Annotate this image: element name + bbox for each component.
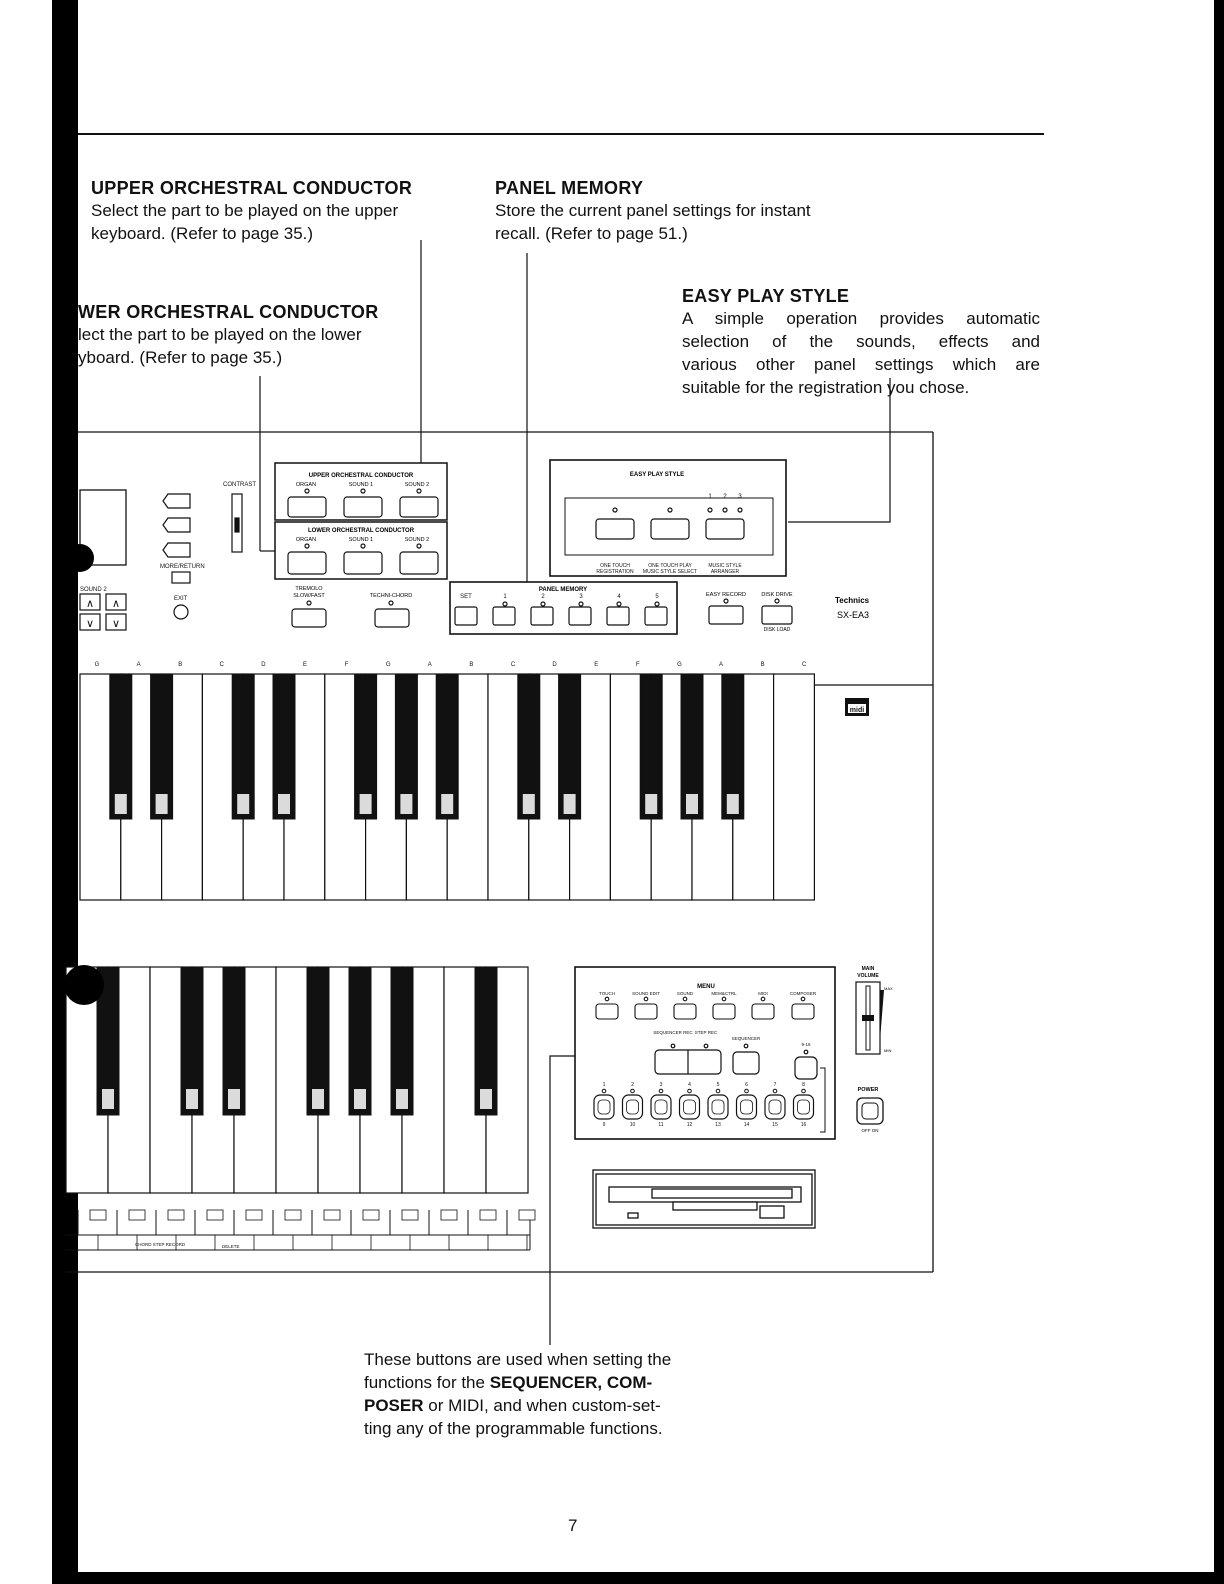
panel-memory-line1: Store the current panel settings for instant (495, 201, 811, 220)
lower-conductor-title: WER ORCHESTRAL CONDUCTOR (78, 302, 379, 322)
panel-memory-btn-label: 4 (617, 594, 621, 600)
led (773, 1089, 777, 1093)
display-buttons (80, 494, 242, 630)
easy-play-label: ONE TOUCH PLAY (648, 563, 692, 569)
upper-conductor-title: UPPER ORCHESTRAL CONDUCTOR (91, 178, 413, 198)
strip-key-box (285, 1210, 301, 1220)
note-name: D (552, 662, 557, 668)
note-name: C (802, 662, 807, 668)
volume-power (856, 966, 893, 1133)
tremolo-label: SLOW/FAST (293, 593, 325, 599)
strip-key-box (363, 1210, 379, 1220)
strip-key-box (480, 1210, 496, 1220)
min-label: MIN (884, 1048, 892, 1053)
panel-memory-btn-label: 2 (541, 594, 545, 600)
power-label: POWER (857, 1087, 879, 1093)
menu-item-label: COMPOSER (789, 991, 817, 996)
led (602, 1089, 606, 1093)
easy-record-label: EASY RECORD (706, 592, 746, 598)
menu-title: MENU (697, 984, 715, 990)
number-label: 12 (686, 1122, 693, 1128)
svg-text:∨: ∨ (85, 618, 95, 630)
number-button-inner (798, 1100, 810, 1114)
black-key-highlight (156, 794, 168, 814)
white-key (774, 674, 815, 900)
svg-text:∨: ∨ (111, 618, 121, 630)
black-key-highlight (645, 794, 657, 814)
svg-text:∧: ∧ (111, 598, 121, 610)
note-name: E (302, 662, 308, 668)
black-key-highlight (278, 794, 290, 814)
seq-label: STEP REC (694, 1030, 718, 1035)
upper-box-title: UPPER ORCHESTRAL CONDUCTOR (308, 473, 414, 479)
sound2-label: SOUND 2 (80, 587, 107, 593)
strip-key-box (90, 1210, 106, 1220)
number-label: 3 (659, 1082, 663, 1088)
note-name: G (94, 662, 100, 668)
note-bold-text: SEQUENCER, COM- (489, 1373, 653, 1392)
easy-play-line1: A simple operation provides automatic (682, 309, 1040, 328)
upper-conductor-line1: Select the part to be played on the upper (91, 201, 399, 220)
led (688, 1089, 692, 1093)
panel-memory-btn-label: 1 (503, 594, 507, 600)
off-on-label: OFF ON (861, 1128, 879, 1133)
easy-play-num: 2 (723, 494, 727, 500)
menu-item-label: SOUND (676, 991, 694, 996)
black-key-highlight (686, 794, 698, 814)
black-key-highlight (441, 794, 453, 814)
svg-text:∧: ∧ (85, 598, 95, 610)
note-name: G (677, 662, 682, 668)
black-key-highlight (400, 794, 412, 814)
easy-play-label: MUSIC STYLE (708, 563, 742, 569)
led (716, 1089, 720, 1093)
tremolo-chord-buttons (292, 586, 412, 627)
lower-box-title: LOWER ORCHESTRAL CONDUCTOR (307, 528, 415, 534)
strip-key-box (402, 1210, 418, 1220)
number-label: 13 (715, 1122, 721, 1128)
easy-play-num: 1 (708, 494, 712, 500)
note-name: B (178, 662, 183, 668)
number-label: 8 (802, 1082, 805, 1088)
easy-play-box-title: EASY PLAY STYLE (629, 472, 685, 478)
scan-dot (64, 965, 104, 1005)
led (745, 1089, 749, 1093)
menu-item-label: SOUND EDIT (632, 991, 660, 996)
note-name: F (344, 662, 349, 668)
number-label: 9 (602, 1122, 606, 1128)
black-key-highlight (727, 794, 739, 814)
led (659, 1089, 663, 1093)
easy-play-num: 3 (738, 494, 742, 500)
part-label: SOUND 1 (348, 482, 374, 488)
note-text: functions for the (364, 1373, 490, 1392)
lower-keyboard (66, 967, 528, 1193)
lower-conductor-box (275, 522, 447, 579)
panel-memory-btn-label: 5 (655, 594, 659, 600)
black-key-highlight (523, 794, 535, 814)
tremolo-label: TREMOLO (295, 586, 323, 592)
led (802, 1089, 806, 1093)
part-label: SOUND 2 (404, 537, 430, 543)
note-bold-text: POSER (364, 1396, 424, 1415)
seq-label: SEQUENCER REC (653, 1030, 693, 1035)
black-key-highlight (237, 794, 249, 814)
easy-play-line2: selection of the sounds, effects and (682, 332, 1040, 351)
number-button-inner (655, 1100, 667, 1114)
strip-key-box (246, 1210, 262, 1220)
note-name: D (261, 662, 266, 668)
more-return-label: MORE/RETURN (160, 564, 205, 570)
number-label: 5 (716, 1082, 720, 1088)
part-label: ORGAN (295, 537, 317, 543)
note-name: C (219, 662, 224, 668)
main-volume-label: VOLUME (857, 973, 879, 979)
note-name: B (760, 662, 765, 668)
black-key-highlight (186, 1089, 198, 1109)
exit-label: EXIT (174, 596, 188, 602)
easy-play-label: ARRANGER (710, 569, 740, 575)
panel-memory-title: PANEL MEMORY (495, 178, 644, 198)
number-label: 2 (631, 1082, 634, 1088)
chord-step-label: CHORD STEP RECORD (135, 1242, 186, 1247)
sequencer-note-line1: These buttons are used when setting the (364, 1350, 672, 1369)
easy-play-line4: suitable for the registration you chose. (682, 378, 970, 397)
number-label: 16 (800, 1122, 807, 1128)
note-name: G (385, 662, 391, 668)
black-key-highlight (360, 794, 372, 814)
easy-play-label: ONE TOUCH (600, 563, 630, 569)
part-label: SOUND 2 (404, 482, 430, 488)
easy-play-title: EASY PLAY STYLE (682, 286, 850, 306)
brand-logo: Technics (835, 596, 870, 605)
model-label: SX-EA3 (837, 610, 870, 620)
number-label: 7 (773, 1082, 777, 1088)
upper-conductor-line2: keyboard. (Refer to page 35.) (91, 224, 314, 243)
black-key-highlight (396, 1089, 408, 1109)
svg-text:midi: midi (849, 707, 865, 714)
menu-item-label: MIDI (758, 991, 768, 996)
led (631, 1089, 635, 1093)
black-key-highlight (312, 1089, 324, 1109)
menu-box (575, 967, 835, 1139)
black-key-highlight (102, 1089, 114, 1109)
number-label: 4 (688, 1082, 691, 1088)
max-label: MAX (884, 986, 893, 991)
black-key-highlight (115, 794, 127, 814)
number-button-inner (598, 1100, 610, 1114)
number-label: 14 (743, 1122, 750, 1128)
number-button-inner (712, 1100, 724, 1114)
lower-conductor-line1: lect the part to be played on the lower (78, 325, 362, 344)
range-label: 9-16 (801, 1042, 811, 1047)
black-key-highlight (228, 1089, 240, 1109)
note-name: F (635, 662, 640, 668)
sequencer-note-line4: ting any of the programmable functions. (364, 1419, 663, 1438)
note-name-row (95, 662, 807, 668)
note-name: C (510, 662, 516, 668)
techni-chord-label: TECHNI-CHORD (369, 593, 413, 599)
upper-conductor-box (275, 463, 447, 520)
number-label: 10 (629, 1122, 636, 1128)
number-label: 6 (745, 1082, 748, 1088)
strip-key-box (324, 1210, 340, 1220)
number-button-inner (769, 1100, 781, 1114)
contrast-label: CONTRAST (223, 482, 256, 488)
panel-memory-box (450, 582, 677, 634)
delete-label: DELETE (222, 1244, 240, 1249)
number-label: 11 (658, 1122, 664, 1128)
black-key-highlight (354, 1089, 366, 1109)
menu-item-label: MEM&CTRL (711, 991, 737, 996)
easy-play-label: REGISTRATION (596, 569, 634, 575)
lower-conductor-line2: yboard. (Refer to page 35.) (78, 348, 283, 367)
black-key-highlight (480, 1089, 492, 1109)
panel-memory-btn-label: 3 (579, 594, 583, 600)
number-button-inner (741, 1100, 753, 1114)
panel-memory-btn-label: SET (460, 594, 472, 600)
page-number: 7 (568, 1516, 578, 1535)
general-midi-logo (845, 698, 869, 716)
number-button-inner (627, 1100, 639, 1114)
strip-key-box (519, 1210, 535, 1220)
disk-drive-label: DISK DRIVE (761, 592, 793, 598)
menu-item-label: TOUCH (599, 991, 615, 996)
number-label: 15 (772, 1122, 778, 1128)
disk-load-label: DISK LOAD (763, 627, 791, 633)
strip-key-box (441, 1210, 457, 1220)
easy-play-box (550, 460, 786, 576)
note-text: or MIDI, and when custom-set- (423, 1396, 661, 1415)
upper-keyboard (80, 674, 814, 900)
black-key-highlight (564, 794, 576, 814)
number-button-inner (684, 1100, 696, 1114)
easy-play-label: MUSIC STYLE SELECT (642, 569, 698, 575)
number-label: 1 (602, 1082, 606, 1088)
note-name: A (136, 662, 141, 668)
strip-key-box (129, 1210, 145, 1220)
strip-key-box (168, 1210, 184, 1220)
main-volume-label: MAIN (861, 966, 875, 972)
note-name: E (594, 662, 599, 668)
part-label: SOUND 1 (348, 537, 374, 543)
record-disk-controls (706, 592, 870, 633)
floppy-drive (593, 1170, 815, 1228)
panel-memory-box-label: PANEL MEMORY (538, 587, 588, 593)
scan-dot (66, 544, 94, 572)
panel-memory-line2: recall. (Refer to page 51.) (495, 224, 688, 243)
note-name: B (469, 662, 474, 668)
note-name: A (427, 662, 432, 668)
easy-play-line3: various other panel settings which are (682, 355, 1040, 374)
note-name: A (718, 662, 724, 668)
strip-key-box (207, 1210, 223, 1220)
part-label: ORGAN (295, 482, 317, 488)
seq-label: SEQUENCER (731, 1036, 761, 1041)
